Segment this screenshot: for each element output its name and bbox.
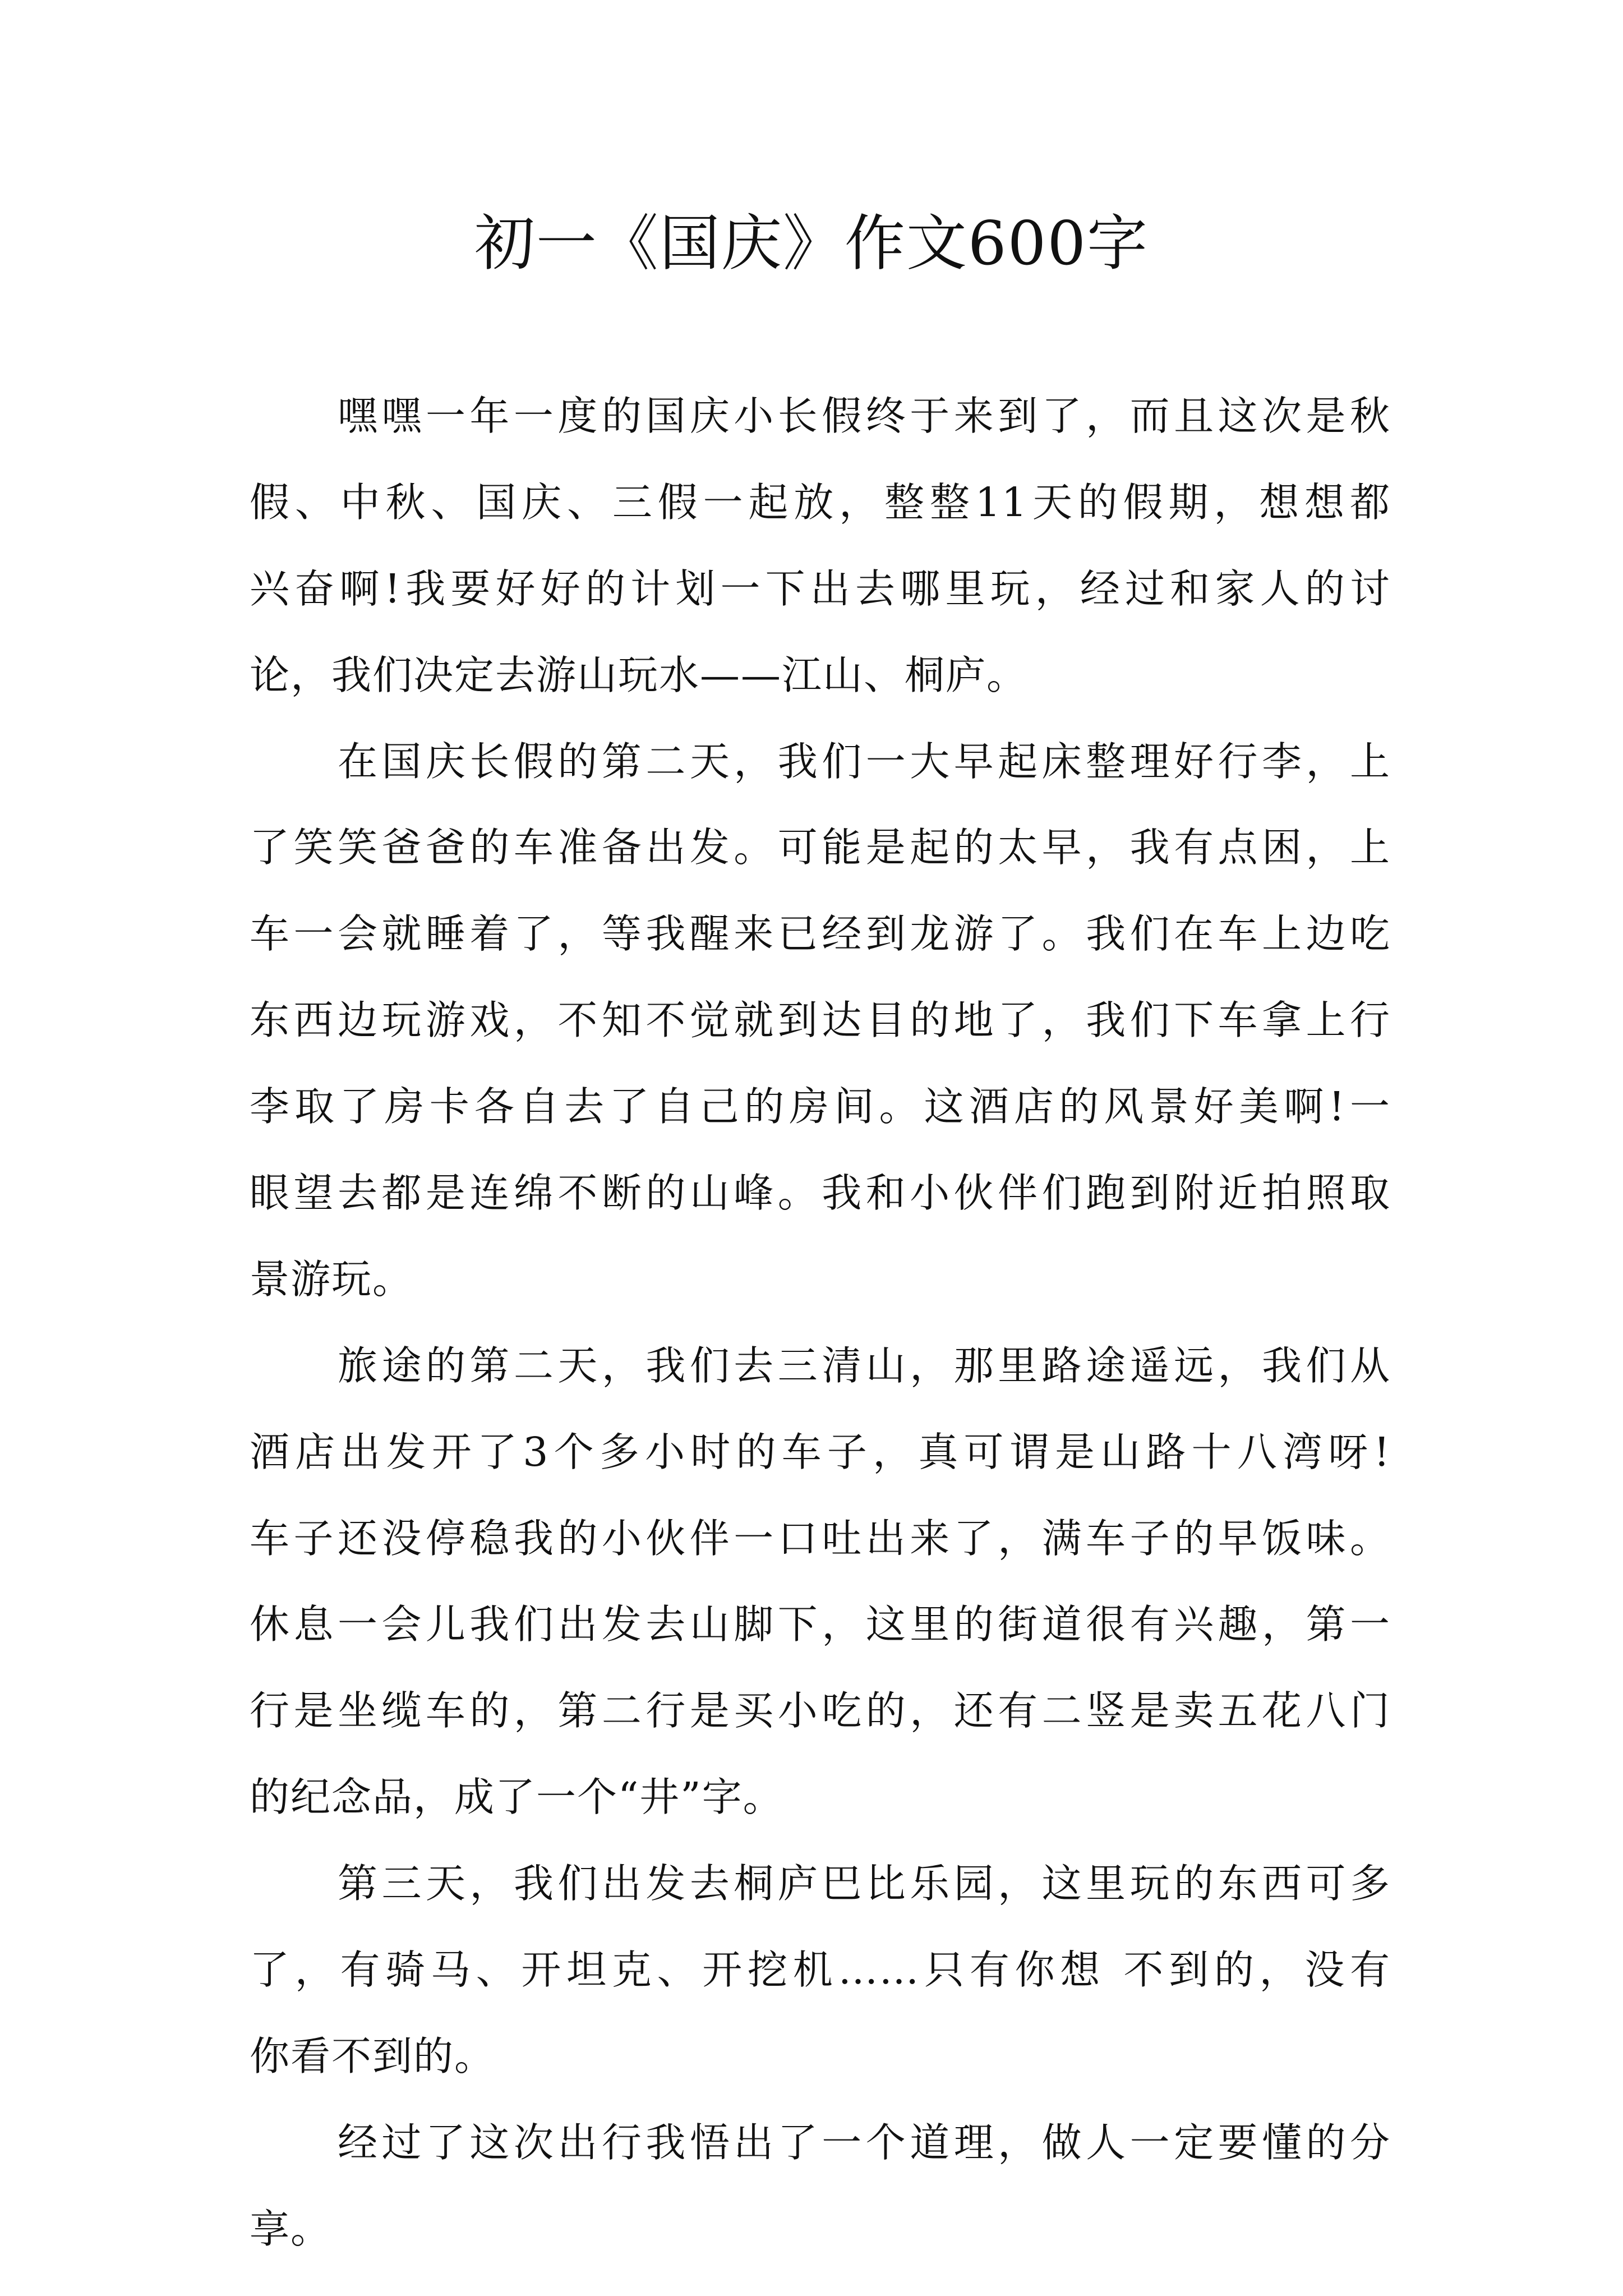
paragraph-line: 的纪念品，成了一个“井”字。 — [250, 1774, 784, 1821]
paragraph-line: 酒店出发开了3个多小时的车子，真可谓是山路十八湾呀! — [250, 1428, 1391, 1475]
paragraph-line: 在国庆长假的第二天，我们一大早起床整理好行李，上 — [338, 738, 1391, 785]
paragraph-line: 眼望去都是连绵不断的山峰。我和小伙伴们跑到附近拍照取 — [250, 1170, 1391, 1217]
paragraph-line: 李取了房卡各自去了自己的房间。这酒店的风景好美啊!一 — [250, 1083, 1391, 1130]
paragraph-line: 景游玩。 — [250, 1255, 414, 1303]
paragraph-line: 嘿嘿一年一度的国庆小长假终于来到了，而且这次是秋 — [338, 393, 1391, 439]
paragraph-line: 你看不到的。 — [250, 2032, 496, 2079]
paragraph-line: 行是坐缆车的，第二行是买小吃的，还有二竖是卖五花八门 — [250, 1687, 1391, 1734]
paragraph-line: 东西边玩游戏，不知不觉就到达目的地了，我们下车拿上行 — [250, 997, 1391, 1044]
paragraph-line: 论，我们决定去游山玩水——江山、桐庐。 — [250, 651, 1028, 698]
paragraph-line: 车子还没停稳我的小伙伴一口吐出来了，满车子的早饭味。 — [250, 1515, 1391, 1562]
paragraph-line: 享。 — [250, 2205, 332, 2252]
paragraph-line: 旅途的第二天，我们去三清山，那里路途遥远，我们从 — [338, 1342, 1391, 1389]
page-title: 初一《国庆》作文600字 — [474, 209, 1149, 279]
paragraph-4 — [250, 1841, 1391, 2100]
document-body — [250, 373, 1391, 2272]
paragraph-2 — [250, 719, 1391, 1323]
paragraph-line: 休息一会儿我们出发去山脚下，这里的街道很有兴趣，第一 — [250, 1601, 1391, 1648]
paragraph-3 — [250, 1323, 1391, 1841]
paragraph-line: 第三天，我们出发去桐庐巴比乐园，这里玩的东西可多 — [338, 1860, 1391, 1907]
paragraph-line: 假、中秋、国庆、三假一起放，整整11天的假期，想想都 — [250, 478, 1391, 526]
paragraph-1 — [250, 373, 1391, 719]
paragraph-line: 了笑笑爸爸的车准备出发。可能是起的太早，我有点困，上 — [250, 824, 1391, 871]
paragraph-line: 经过了这次出行我悟出了一个道理，做人一定要懂的分 — [338, 2119, 1391, 2166]
paragraph-line: 了，有骑马、开坦克、开挖机……只有你想 不到的，没有 — [250, 1947, 1391, 1994]
paragraph-line: 车一会就睡着了，等我醒来已经到龙游了。我们在车上边吃 — [250, 910, 1391, 958]
paragraph-5 — [250, 2100, 1391, 2272]
paragraph-line: 兴奋啊!我要好好的计划一下出去哪里玩，经过和家人的讨 — [250, 565, 1391, 612]
